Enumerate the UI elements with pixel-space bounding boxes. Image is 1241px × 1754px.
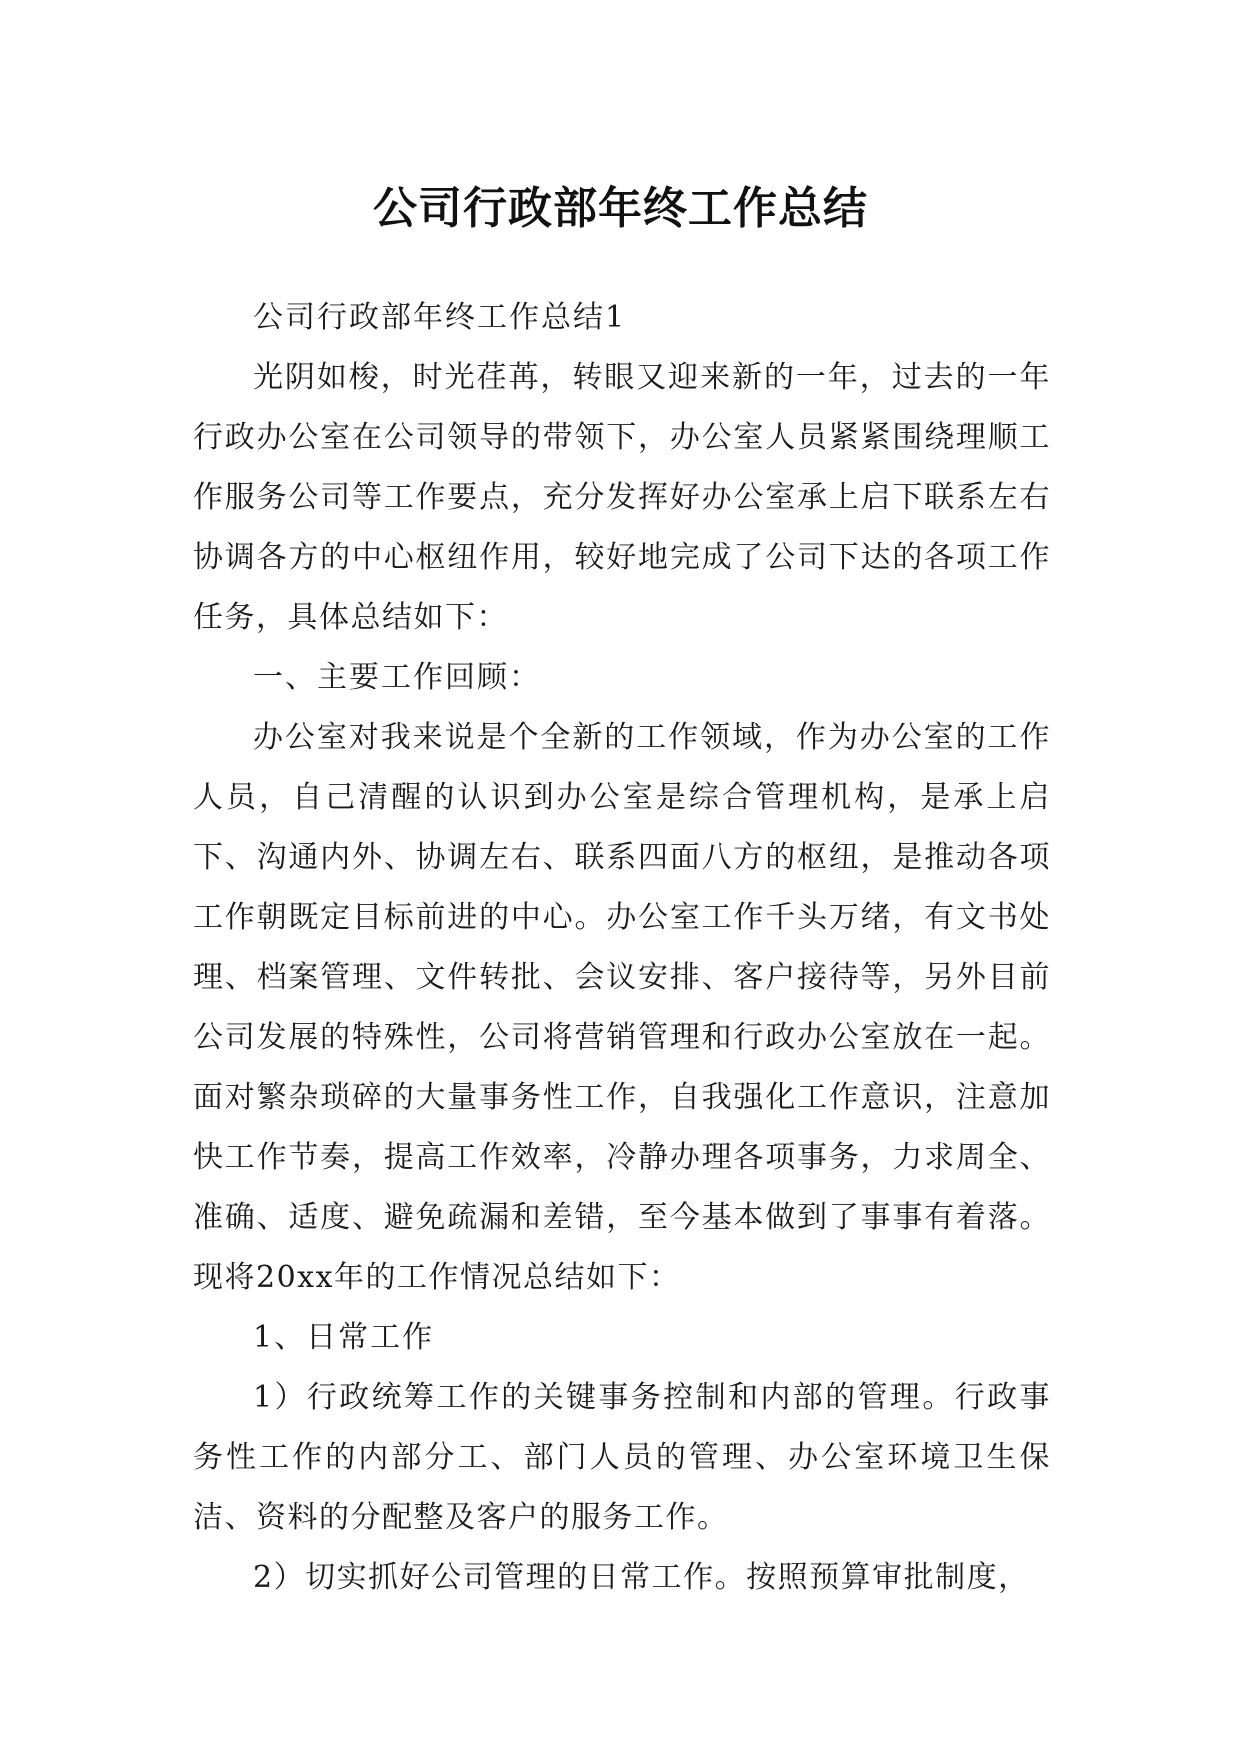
intro-paragraph: 光阴如梭，时光荏苒，转眼又迎来新的一年，过去的一年行政办公室在公司领导的带领下，办公室人员紧紧围绕理顺工作服务公司等工作要点，充分发挥好办公室承上启下联系左右协调各方的中心枢纽作用，较好地完成了公司下达的各项工作任务，具体总结如下： (193, 360, 1051, 635)
item-heading: 1、日常工作 (253, 1320, 435, 1355)
section-heading: 公司行政部年终工作总结1 (253, 300, 627, 335)
subsection-heading: 一、主要工作回顾： (253, 660, 541, 695)
list-paragraph: 2）切实抓好公司管理的日常工作。按照预算审批制度， (253, 1560, 1030, 1595)
document-body (193, 288, 1051, 1608)
body-paragraph: 办公室对我来说是个全新的工作领域，作为办公室的工作人员，自己清醒的认识到办公室是综合管理机构，是承上启下、沟通内外、协调左右、联系四面八方的枢纽，是推动各项工作朝既定目标前进的中心。办公室工作千头万绪，有文书处理、档案管理、文件转批、会议安排、客户接待等，另外目前公司发展的特殊性，公司将营销管理和行政办公室放在一起。面对繁杂琐碎的大量事务性工作，自我强化工作意识，注意加快工作节奏，提高工作效率，冷静办理各项事务，力求周全、准确、适度、避免疏漏和差错，至今基本做到了事事有着落。现将20xx年的工作情况总结如下： (193, 720, 1051, 1295)
list-paragraph: 1）行政统筹工作的关键事务控制和内部的管理。行政事务性工作的内部分工、部门人员的管理、办公室环境卫生保洁、资料的分配整及客户的服务工作。 (193, 1380, 1051, 1535)
document-title: 公司行政部年终工作总结 (373, 183, 868, 235)
